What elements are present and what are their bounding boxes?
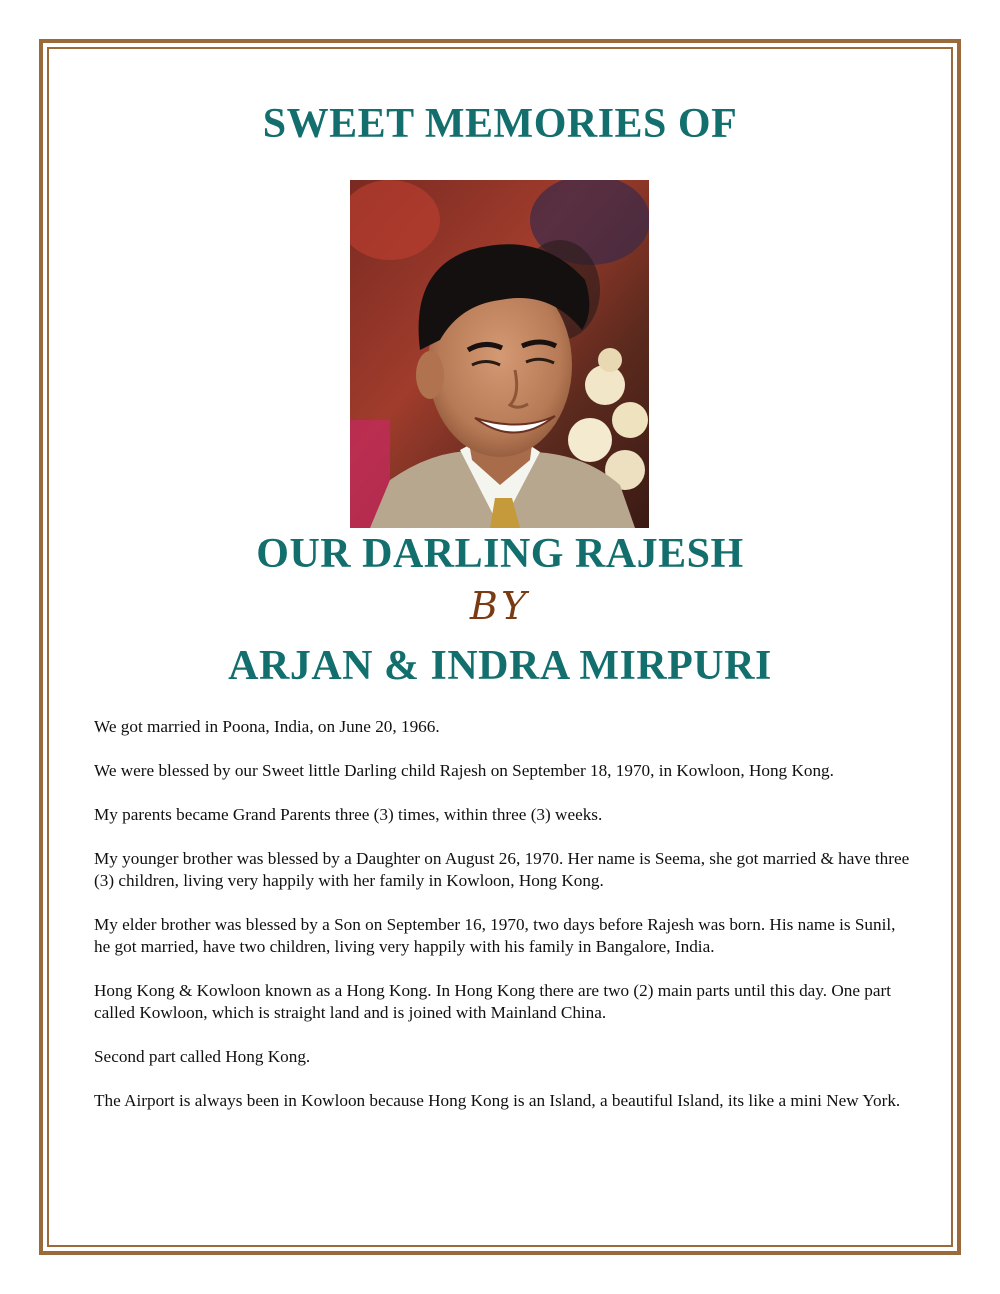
paragraph: My parents became Grand Parents three (3) times, within three (3) weeks. (94, 805, 603, 824)
honoree-name: OUR DARLING RAJESH (256, 531, 744, 577)
page-title: SWEET MEMORIES OF (262, 101, 738, 147)
memoir-text (94, 716, 914, 1134)
paragraph: Second part called Hong Kong. (94, 1047, 311, 1066)
portrait-illustration (350, 180, 649, 528)
paragraph: We were blessed by our Sweet little Darling child Rajesh on September 18, 1970, in Kowloon, Hong Kong. (94, 761, 834, 780)
paragraph: My elder brother was blessed by a Son on September 16, 1970, two days before Rajesh was born. His name is Sunil, he got married, have two children, living very happily with his family in Bangalore, India. (94, 915, 896, 956)
paragraph: The Airport is always been in Kowloon because Hong Kong is an Island, a beautiful Island, its like a mini New York. (94, 1091, 901, 1110)
authors-name: ARJAN & INDRA MIRPURI (228, 643, 772, 689)
paragraph: Hong Kong & Kowloon known as a Hong Kong. In Hong Kong there are two (2) main parts until this day. One part called Kowloon, which is straight land and is joined with Mainland China. (94, 981, 892, 1022)
paragraph: My younger brother was blessed by a Daughter on August 26, 1970. Her name is Seema, she got married & have three (3) children, living very happily with her family in Kowloon, Hong Kong. (94, 849, 910, 890)
by-label: BY (469, 584, 531, 628)
portrait-photo (350, 180, 649, 528)
paragraph: We got married in Poona, India, on June 20, 1966. (94, 717, 440, 736)
